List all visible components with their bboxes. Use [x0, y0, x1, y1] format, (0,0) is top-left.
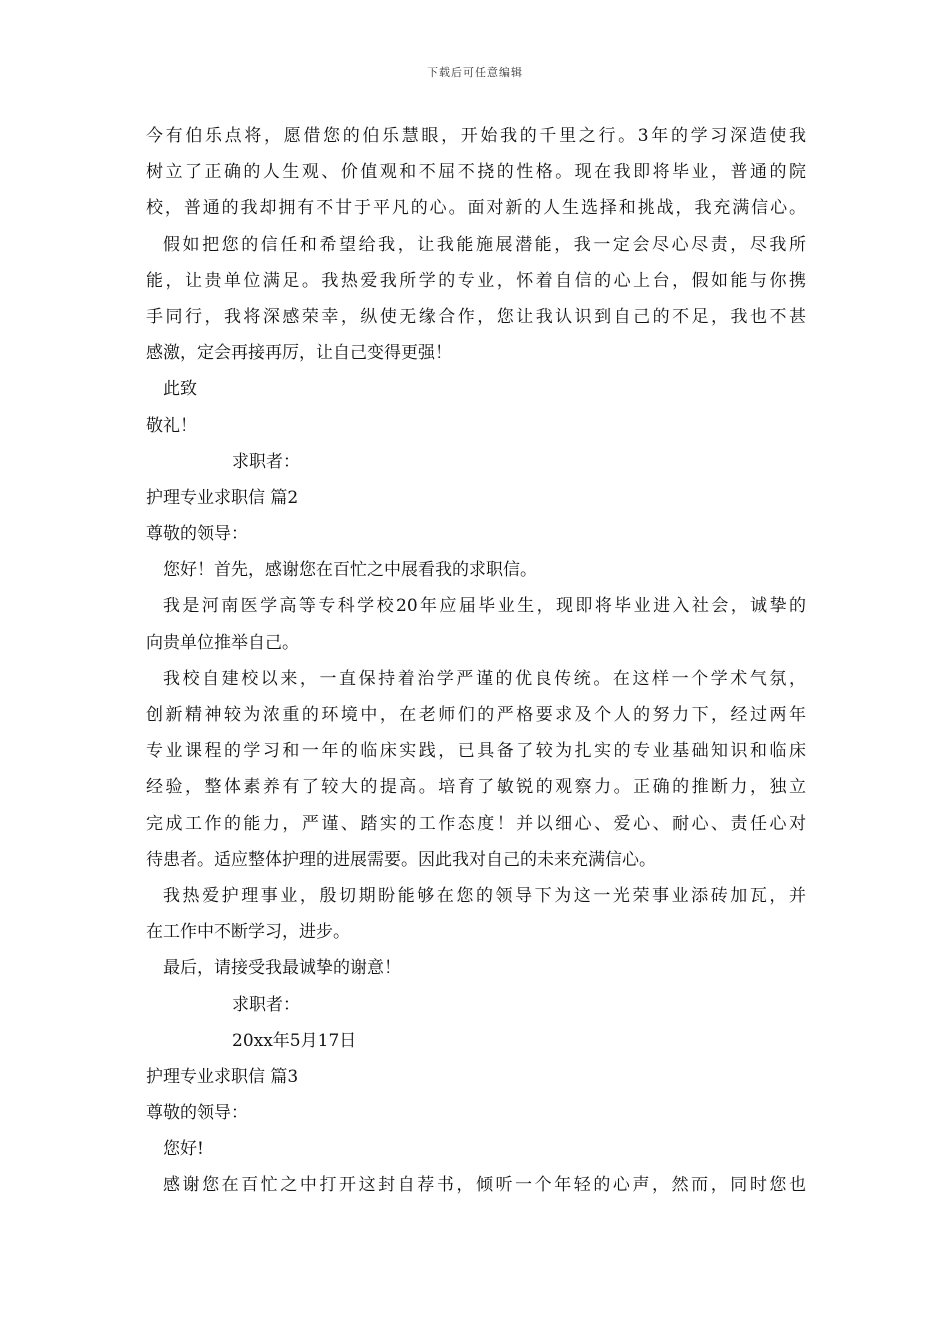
text-line: 求职者：	[232, 994, 300, 1015]
text-line: 我热爱护理事业，殷切期盼能够在您的领导下为这一光荣事业添砖加瓦，并	[163, 885, 806, 906]
text-line: 尊敬的领导：	[146, 1103, 248, 1124]
text-line: 完成工作的能力，严谨、踏实的工作态度！并以细心、爱心、耐心、责任心对	[146, 813, 806, 834]
text-line: 护理专业求职信 篇2	[146, 487, 299, 508]
text-line: 敬礼！	[146, 415, 197, 436]
text-line: 能，让贵单位满足。我热爱我所学的专业，怀着自信的心上台，假如能与你携	[146, 270, 806, 291]
text-line: 专业课程的学习和一年的临床实践，已具备了较为扎实的专业基础知识和临床	[146, 741, 806, 762]
text-line: 待患者。适应整体护理的进展需要。因此我对自己的未来充满信心。	[146, 849, 656, 870]
text-line: 今有伯乐点将，愿借您的伯乐慧眼，开始我的千里之行。3年的学习深造使我	[146, 126, 806, 146]
text-line: 护理专业求职信 篇3	[146, 1066, 299, 1087]
text-line: 在工作中不断学习，进步。	[146, 922, 350, 943]
document-body	[146, 118, 806, 1204]
text-line: 20xx年5月17日	[232, 1030, 357, 1051]
text-line: 创新精神较为浓重的环境中，在老师们的严格要求及个人的努力下，经过两年	[146, 705, 806, 725]
text-line: 经验，整体素养有了较大的提高。培育了敏锐的观察力。正确的推断力，独立	[146, 777, 806, 798]
text-line: 我校自建校以来，一直保持着治学严谨的优良传统。在这样一个学术气氛，	[163, 668, 806, 689]
text-line: 您好！首先，感谢您在百忙之中展看我的求职信。	[163, 560, 537, 581]
text-line: 手同行，我将深感荣幸，纵使无缘合作，您让我认识到自己的不足，我也不甚	[146, 306, 806, 327]
text-line: 尊敬的领导：	[146, 524, 248, 545]
text-line: 假如把您的信任和希望给我，让我能施展潜能，我一定会尽心尽责，尽我所	[163, 234, 806, 255]
text-line: 求职者：	[232, 451, 300, 472]
text-line: 树立了正确的人生观、价值观和不屈不挠的性格。现在我即将毕业，普通的院	[146, 162, 806, 183]
text-line: 您好!	[163, 1139, 204, 1160]
text-line: 此致	[163, 379, 197, 400]
text-line: 感谢您在百忙之中打开这封自荐书，倾听一个年轻的心声，然而，同时您也	[163, 1175, 806, 1196]
text-line: 向贵单位推举自己。	[146, 632, 299, 653]
text-line: 校，普通的我却拥有不甘于平凡的心。面对新的人生选择和挑战，我充满信心。	[146, 198, 806, 219]
page-header: 下载后可任意编辑	[427, 66, 523, 79]
text-line: 最后，请接受我最诚挚的谢意！	[163, 958, 401, 979]
text-line: 感激，定会再接再厉，让自己变得更强！	[146, 343, 452, 364]
text-line: 我是河南医学高等专科学校20年应届毕业生，现即将毕业进入社会，诚挚的	[163, 596, 806, 617]
